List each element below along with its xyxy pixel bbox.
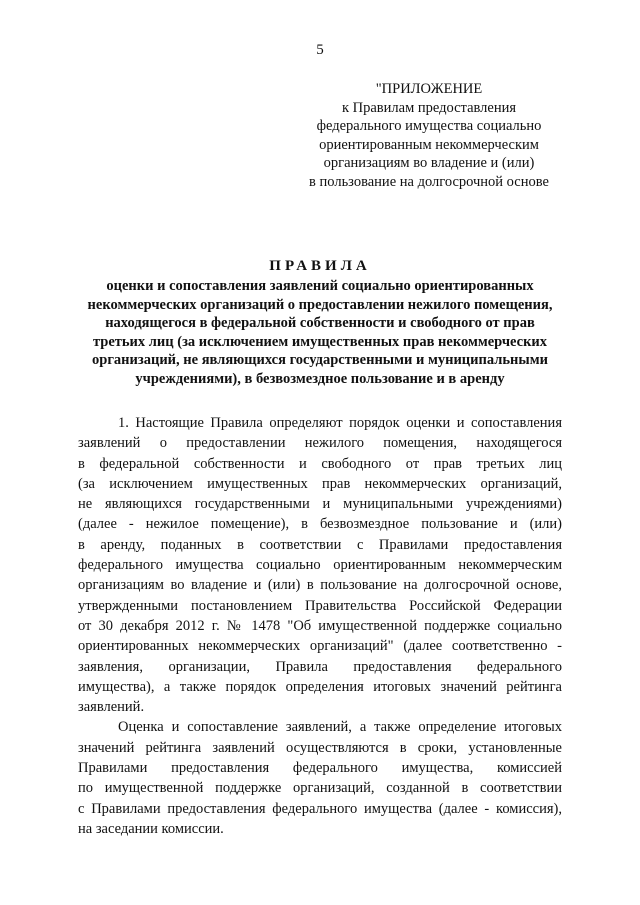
subtitle-line: третьих лиц (за исключением имущественных прав некоммерческих xyxy=(92,333,548,350)
appendix-line: организациям во владение и (или) xyxy=(323,155,535,171)
paragraph-line: в аренду, поданных в соответствии с Правилами предоставления xyxy=(78,536,562,553)
paragraph-line: (далее - нежилое помещение), в безвозмездное пользование и (или) xyxy=(78,516,562,533)
paragraph-line: значений рейтинга заявлений осуществляются в сроки, установленные xyxy=(78,739,562,756)
paragraph-line: на заседании комиссии. xyxy=(78,820,224,837)
paragraph-line: утвержденными постановлением Правительства Российской Федерации xyxy=(78,597,562,614)
document-title: ПРАВИЛА xyxy=(269,258,371,274)
paragraph-line: в федеральной собственности и свободного от прав третьих лиц xyxy=(78,455,562,472)
subtitle-line: оценки и сопоставления заявлений социально ориентированных xyxy=(106,278,534,294)
appendix-line: "ПРИЛОЖЕНИЕ xyxy=(375,81,483,97)
paragraph-line: (за исключением имущественных прав некоммерческих организаций, xyxy=(78,475,562,492)
document-subtitle xyxy=(60,277,580,388)
paragraph-line: заявления, организации, Правила предоставления федерального xyxy=(78,658,562,675)
appendix-line: ориентированным некоммерческим xyxy=(319,136,539,153)
paragraph-line: ориентированных некоммерческих организаций" (далее соответственно - xyxy=(78,638,562,655)
paragraph-line: заявлений о предоставлении нежилого помещения, находящегося xyxy=(78,435,562,452)
paragraph-line: от 30 декабря 2012 г. № 1478 "Об имущественной поддержке социально xyxy=(78,617,562,634)
paragraph-line: Оценка и сопоставление заявлений, а также определение итоговых xyxy=(118,719,562,736)
subtitle-line: учреждениями), в безвозмездное пользование и в аренду xyxy=(135,370,505,387)
appendix-line: к Правилам предоставления xyxy=(341,99,517,116)
paragraph-line: не являющихся государственными и муниципальными учреждениями) xyxy=(78,496,562,513)
paragraph-line: имущества), а также порядок определения итоговых значений рейтинга xyxy=(78,678,562,695)
subtitle-line: некоммерческих организаций о предоставлении нежилого помещения, xyxy=(87,296,553,313)
subtitle-line: организаций, не являющихся государственными и муниципальными xyxy=(92,352,548,368)
paragraph-line: заявлений. xyxy=(78,699,145,716)
paragraph-1 xyxy=(78,413,562,717)
paragraph-line: по имущественной поддержке организаций, созданной в соответствии xyxy=(78,780,562,797)
subtitle-line: находящегося в федеральной собственности и свободного от прав xyxy=(105,315,535,331)
paragraph-2 xyxy=(78,717,562,839)
page-number: 5 xyxy=(316,42,324,58)
paragraph-line: с Правилами предоставления федерального имущества (далее - комиссия), xyxy=(78,800,562,817)
appendix-line: федерального имущества социально xyxy=(316,118,542,134)
paragraph-line: организациям во владение и (или) в пользование на долгосрочной основе, xyxy=(78,577,562,594)
document-body xyxy=(78,413,562,839)
appendix-header xyxy=(300,80,558,191)
paragraph-line: 1. Настоящие Правила определяют порядок оценки и сопоставления xyxy=(118,415,562,431)
paragraph-line: федерального имущества социально ориентированным некоммерческим xyxy=(78,557,562,574)
paragraph-line: Правилами предоставления федерального имущества, комиссией xyxy=(78,760,562,777)
appendix-line: в пользование на долгосрочной основе xyxy=(309,173,549,190)
